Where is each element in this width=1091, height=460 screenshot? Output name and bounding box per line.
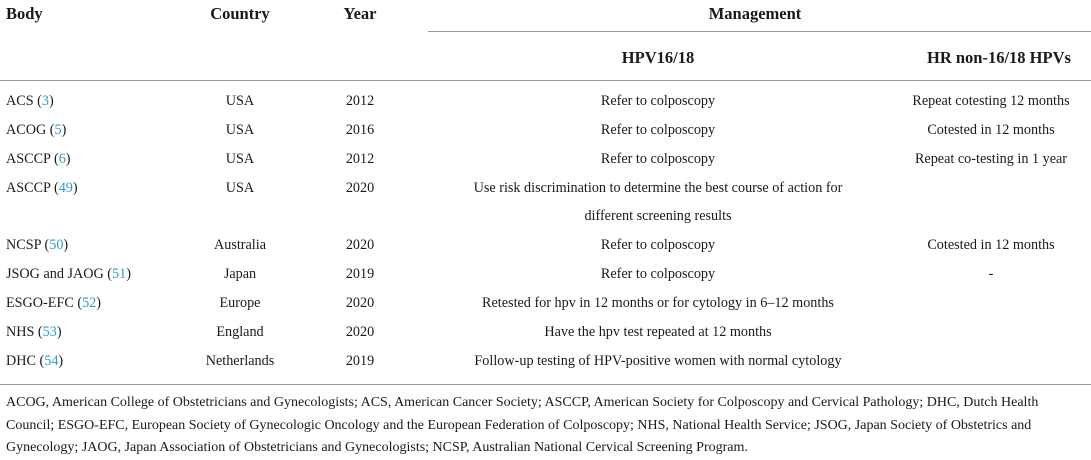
- cell-hr-non: Cotested in 12 months: [927, 237, 1055, 253]
- reference-link[interactable]: 3: [41, 93, 49, 109]
- cell-body: NCSP (50): [6, 237, 69, 253]
- cell-body: ESGO-EFC (52): [6, 295, 101, 311]
- management-rule: [428, 31, 1091, 32]
- cell-hr-non: -: [988, 266, 994, 282]
- cell-hpv16-18: Follow-up testing of HPV-positive women with normal cytology: [474, 353, 842, 369]
- cell-hr-non: Repeat cotesting 12 months: [912, 93, 1070, 109]
- cell-country: USA: [225, 122, 255, 138]
- table-bottom-rule: [0, 384, 1091, 385]
- cell-year: 2020: [345, 180, 375, 196]
- cell-hpv16-18: Refer to colposcopy: [600, 237, 716, 253]
- cell-country: England: [216, 324, 264, 340]
- cell-hr-non: Cotested in 12 months: [927, 122, 1055, 138]
- reference-link[interactable]: 51: [112, 266, 127, 282]
- cell-hpv16-18-line2: different screening results: [584, 208, 732, 224]
- cell-hpv16-18: Refer to colposcopy: [600, 266, 716, 282]
- reference-link[interactable]: 54: [44, 353, 59, 369]
- cell-country: Netherlands: [205, 353, 275, 369]
- header-hpv16-18: HPV16/18: [621, 48, 695, 67]
- cell-country: Europe: [219, 295, 261, 311]
- cell-body: JSOG and JAOG (51): [6, 266, 131, 282]
- cell-year: 2020: [345, 237, 375, 253]
- cell-year: 2020: [345, 295, 375, 311]
- cell-hpv16-18: Retested for hpv in 12 months or for cytology in 6–12 months: [482, 295, 834, 311]
- cell-country: Australia: [213, 237, 266, 253]
- cell-body: ACS (3): [6, 93, 54, 109]
- cell-body: NHS (53): [6, 324, 62, 340]
- reference-link[interactable]: 52: [82, 295, 97, 311]
- cell-hr-non: Repeat co-testing in 1 year: [914, 151, 1068, 167]
- cell-year: 2019: [345, 353, 375, 369]
- header-rule: [0, 80, 1091, 81]
- cell-hpv16-18: Refer to colposcopy: [600, 122, 716, 138]
- cell-hpv16-18: Refer to colposcopy: [600, 93, 716, 109]
- cell-year: 2012: [345, 151, 375, 167]
- cell-hpv16-18: Refer to colposcopy: [600, 151, 716, 167]
- cell-country: USA: [225, 151, 255, 167]
- cell-body: ACOG (5): [6, 122, 67, 138]
- reference-link[interactable]: 5: [54, 122, 62, 138]
- header-hr-non-16-18: HR non-16/18 HPVs: [927, 48, 1071, 67]
- header-country: Country: [210, 4, 270, 23]
- cell-country: USA: [225, 93, 255, 109]
- cell-body: DHC (54): [6, 353, 64, 369]
- header-management: Management: [708, 4, 802, 23]
- table-footnote: ACOG, American College of Obstetricians and Gynecologists; ACS, American Cancer Society; ASCCP, American Society for Colposcopy and Cervical Pathology; DHC, Dutch Health Council; ESGO-EFC, European Society of Gynecologic Oncology and the European Federation of Colposcopy; NHS, National Health Service; JSOG, Japan Society of Obstetrics and Gynecology; JAOG, Japan Association of Obstetricians and Gynecologists; NCSP, Australian National Cervical Screening Program.: [6, 395, 1039, 455]
- reference-link[interactable]: 49: [58, 180, 73, 196]
- cell-country: USA: [225, 180, 255, 196]
- cell-body: ASCCP (6): [6, 151, 71, 167]
- header-body: Body: [6, 4, 43, 23]
- cell-body: ASCCP (49): [6, 180, 78, 196]
- header-year: Year: [343, 4, 377, 23]
- cell-year: 2020: [345, 324, 375, 340]
- cell-hpv16-18: Use risk discrimination to determine the best course of action for: [473, 180, 843, 196]
- cell-year: 2016: [345, 122, 375, 138]
- reference-link[interactable]: 6: [58, 151, 66, 167]
- reference-link[interactable]: 50: [49, 237, 64, 253]
- cell-country: Japan: [223, 266, 257, 282]
- cell-year: 2019: [345, 266, 375, 282]
- cell-year: 2012: [345, 93, 375, 109]
- cell-hpv16-18: Have the hpv test repeated at 12 months: [544, 324, 772, 340]
- reference-link[interactable]: 53: [42, 324, 57, 340]
